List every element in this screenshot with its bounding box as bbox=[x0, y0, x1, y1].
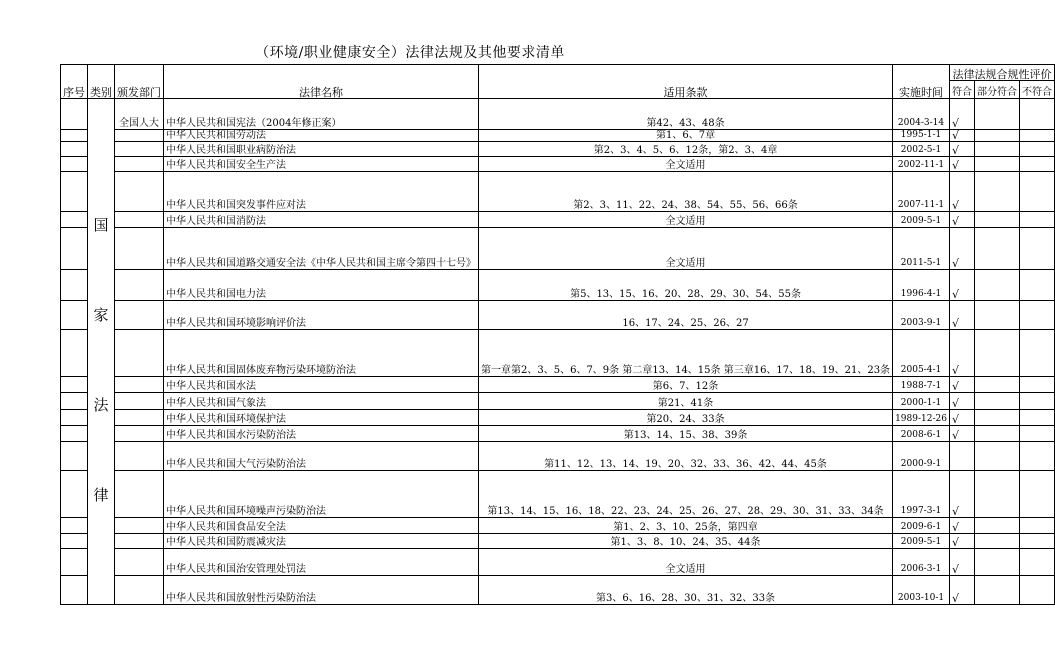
clauses-cell: 第42、43、48条 bbox=[479, 99, 893, 130]
partial-cell bbox=[974, 270, 1019, 301]
law-name-cell: 中华人民共和国环境影响评价法 bbox=[164, 301, 479, 330]
clauses-cell: 全文适用 bbox=[479, 228, 893, 270]
clauses-cell: 全文适用 bbox=[479, 548, 893, 575]
comply-mark-cell: √ bbox=[949, 393, 974, 409]
header-authority: 颁发部门 bbox=[115, 65, 164, 99]
header-clauses: 适用条款 bbox=[479, 65, 893, 99]
clauses-cell: 第1、2、3、10、25条，第四章 bbox=[479, 517, 893, 533]
comply-mark-cell: √ bbox=[949, 142, 974, 157]
clauses-cell: 第13、14、15、38、39条 bbox=[479, 425, 893, 441]
date-cell: 1997-3-1 bbox=[893, 470, 950, 517]
authority-cell-empty bbox=[115, 212, 164, 228]
law-name-cell: 中华人民共和国治安管理处罚法 bbox=[164, 548, 479, 575]
row-seq-cell bbox=[61, 533, 88, 548]
partial-cell bbox=[974, 99, 1019, 130]
table-row bbox=[61, 409, 1055, 425]
authority-cell-empty bbox=[115, 142, 164, 157]
authority-cell-empty bbox=[115, 548, 164, 575]
row-seq-cell bbox=[61, 393, 88, 409]
table-row bbox=[61, 575, 1055, 604]
table-row bbox=[61, 99, 1055, 130]
law-name-cell: 中华人民共和国消防法 bbox=[164, 212, 479, 228]
category-char: 家 bbox=[93, 306, 109, 324]
clauses-cell: 第21、41条 bbox=[479, 393, 893, 409]
row-seq-cell bbox=[61, 212, 88, 228]
clauses-cell: 第11、12、13、14、19、20、32、33、36、42、44、45条 bbox=[479, 441, 893, 470]
partial-cell bbox=[974, 409, 1019, 425]
noncomply-cell bbox=[1019, 142, 1054, 157]
noncomply-cell bbox=[1019, 270, 1054, 301]
law-name-cell: 中华人民共和国气象法 bbox=[164, 393, 479, 409]
date-cell: 2004-3-14 bbox=[893, 99, 950, 130]
law-name-cell: 中华人民共和国电力法 bbox=[164, 270, 479, 301]
noncomply-cell bbox=[1019, 517, 1054, 533]
comply-mark-cell: √ bbox=[949, 377, 974, 393]
noncomply-cell bbox=[1019, 157, 1054, 172]
clauses-cell: 第13、14、15、16、18、22、23、24、25、26、27、28、29、30、31、33、34条 bbox=[479, 470, 893, 517]
noncomply-cell bbox=[1019, 393, 1054, 409]
noncomply-cell bbox=[1019, 212, 1054, 228]
regulations-table bbox=[60, 64, 1055, 605]
table-row bbox=[61, 172, 1055, 212]
row-seq-cell bbox=[61, 172, 88, 212]
category-char: 法 bbox=[93, 396, 109, 414]
row-seq-cell bbox=[61, 228, 88, 270]
law-name-cell: 中华人民共和国防震减灾法 bbox=[164, 533, 479, 548]
row-seq-cell bbox=[61, 425, 88, 441]
comply-mark-cell: √ bbox=[949, 301, 974, 330]
clauses-cell: 第5、13、15、16、20、28、29、30、54、55条 bbox=[479, 270, 893, 301]
clauses-cell: 第6、7、12条 bbox=[479, 377, 893, 393]
table-row bbox=[61, 330, 1055, 377]
comply-mark-cell: √ bbox=[949, 330, 974, 377]
date-cell: 1988-7-1 bbox=[893, 377, 950, 393]
noncomply-cell bbox=[1019, 172, 1054, 212]
comply-mark-cell: √ bbox=[949, 99, 974, 130]
partial-cell bbox=[974, 533, 1019, 548]
table-row bbox=[61, 142, 1055, 157]
row-seq-cell bbox=[61, 548, 88, 575]
partial-cell bbox=[974, 330, 1019, 377]
row-seq-cell bbox=[61, 99, 88, 130]
law-name-cell: 中华人民共和国大气污染防治法 bbox=[164, 441, 479, 470]
comply-mark-cell bbox=[949, 441, 974, 470]
row-seq-cell bbox=[61, 130, 88, 142]
row-seq-cell bbox=[61, 470, 88, 517]
partial-cell bbox=[974, 517, 1019, 533]
table-row bbox=[61, 517, 1055, 533]
authority-cell-empty bbox=[115, 330, 164, 377]
date-cell: 2000-9-1 bbox=[893, 441, 950, 470]
authority-cell-empty bbox=[115, 575, 164, 604]
partial-cell bbox=[974, 425, 1019, 441]
date-cell: 2009-5-1 bbox=[893, 533, 950, 548]
table-row bbox=[61, 533, 1055, 548]
sheet-title: （环境/职业健康安全）法律法规及其他要求清单 bbox=[255, 45, 565, 61]
comply-mark-cell: √ bbox=[949, 470, 974, 517]
law-name-cell: 中华人民共和国环境噪声污染防治法 bbox=[164, 470, 479, 517]
law-name-cell: 中华人民共和国职业病防治法 bbox=[164, 142, 479, 157]
noncomply-cell bbox=[1019, 425, 1054, 441]
table-row bbox=[61, 157, 1055, 172]
comply-mark-cell: √ bbox=[949, 212, 974, 228]
date-cell: 2003-10-1 bbox=[893, 575, 950, 604]
category-cell bbox=[88, 99, 115, 605]
header-category: 类别 bbox=[88, 65, 115, 99]
clauses-cell: 第1、6、7章 bbox=[479, 130, 893, 142]
comply-mark-cell: √ bbox=[949, 575, 974, 604]
header-evaluation: 法律法规合规性评价 bbox=[949, 65, 1054, 81]
date-cell: 2005-4-1 bbox=[893, 330, 950, 377]
date-cell: 2007-11-1 bbox=[893, 172, 950, 212]
law-name-cell: 中华人民共和国固体废弃物污染环境防治法 bbox=[164, 330, 479, 377]
partial-cell bbox=[974, 157, 1019, 172]
partial-cell bbox=[974, 142, 1019, 157]
table-row bbox=[61, 470, 1055, 517]
comply-mark-cell: √ bbox=[949, 517, 974, 533]
partial-cell bbox=[974, 228, 1019, 270]
row-seq-cell bbox=[61, 157, 88, 172]
law-name-cell: 中华人民共和国环境保护法 bbox=[164, 409, 479, 425]
table-body bbox=[61, 99, 1055, 605]
partial-cell bbox=[974, 377, 1019, 393]
authority-cell-empty bbox=[115, 172, 164, 212]
noncomply-cell bbox=[1019, 377, 1054, 393]
row-seq-cell bbox=[61, 330, 88, 377]
authority-cell-empty bbox=[115, 130, 164, 142]
authority-cell-empty bbox=[115, 393, 164, 409]
comply-mark-cell: √ bbox=[949, 270, 974, 301]
partial-cell bbox=[974, 548, 1019, 575]
comply-mark-cell: √ bbox=[949, 228, 974, 270]
law-name-cell: 中华人民共和国突发事件应对法 bbox=[164, 172, 479, 212]
table-row bbox=[61, 270, 1055, 301]
noncomply-cell bbox=[1019, 548, 1054, 575]
table-row bbox=[61, 212, 1055, 228]
authority-cell-empty bbox=[115, 377, 164, 393]
clauses-cell: 全文适用 bbox=[479, 157, 893, 172]
table-row bbox=[61, 425, 1055, 441]
comply-mark-cell: √ bbox=[949, 172, 974, 212]
date-cell: 2000-1-1 bbox=[893, 393, 950, 409]
category-char: 律 bbox=[93, 486, 109, 504]
authority-cell-empty bbox=[115, 301, 164, 330]
comply-mark-cell: √ bbox=[949, 548, 974, 575]
authority-cell: 全国人大 bbox=[115, 99, 164, 130]
category-char: 国 bbox=[93, 216, 109, 234]
row-seq-cell bbox=[61, 270, 88, 301]
table-row bbox=[61, 301, 1055, 330]
noncomply-cell bbox=[1019, 533, 1054, 548]
table-row bbox=[61, 441, 1055, 470]
authority-cell-empty bbox=[115, 517, 164, 533]
authority-cell-empty bbox=[115, 470, 164, 517]
comply-mark-cell: √ bbox=[949, 157, 974, 172]
noncomply-cell bbox=[1019, 330, 1054, 377]
date-cell: 2003-9-1 bbox=[893, 301, 950, 330]
law-name-cell: 中华人民共和国安全生产法 bbox=[164, 157, 479, 172]
authority-cell-empty bbox=[115, 270, 164, 301]
partial-cell bbox=[974, 575, 1019, 604]
date-cell: 2009-5-1 bbox=[893, 212, 950, 228]
authority-cell-empty bbox=[115, 409, 164, 425]
noncomply-cell bbox=[1019, 441, 1054, 470]
date-cell: 1995-1-1 bbox=[893, 130, 950, 142]
date-cell: 1996-4-1 bbox=[893, 270, 950, 301]
authority-cell-empty bbox=[115, 425, 164, 441]
date-cell: 1989-12-26 bbox=[893, 409, 950, 425]
authority-cell-empty bbox=[115, 228, 164, 270]
noncomply-cell bbox=[1019, 130, 1054, 142]
noncomply-cell bbox=[1019, 228, 1054, 270]
table-row bbox=[61, 393, 1055, 409]
law-name-cell: 中华人民共和国宪法（2004年修正案） bbox=[164, 99, 479, 130]
header-comply: 符合 bbox=[949, 81, 974, 99]
date-cell: 2006-3-1 bbox=[893, 548, 950, 575]
comply-mark-cell: √ bbox=[949, 130, 974, 142]
date-cell: 2002-5-1 bbox=[893, 142, 950, 157]
clauses-cell: 第20、24、33条 bbox=[479, 409, 893, 425]
table-row bbox=[61, 228, 1055, 270]
row-seq-cell bbox=[61, 377, 88, 393]
noncomply-cell bbox=[1019, 99, 1054, 130]
law-name-cell: 中华人民共和国劳动法 bbox=[164, 130, 479, 142]
clauses-cell: 第1、3、8、10、24、35、44条 bbox=[479, 533, 893, 548]
noncomply-cell bbox=[1019, 301, 1054, 330]
row-seq-cell bbox=[61, 441, 88, 470]
row-seq-cell bbox=[61, 142, 88, 157]
date-cell: 2008-6-1 bbox=[893, 425, 950, 441]
clauses-cell: 第2、3、11、22、24、38、54、55、56、66条 bbox=[479, 172, 893, 212]
date-cell: 2002-11-1 bbox=[893, 157, 950, 172]
comply-mark-cell: √ bbox=[949, 409, 974, 425]
partial-cell bbox=[974, 301, 1019, 330]
date-cell: 2009-6-1 bbox=[893, 517, 950, 533]
noncomply-cell bbox=[1019, 470, 1054, 517]
header-noncomply: 不符合 bbox=[1019, 81, 1054, 99]
clauses-cell: 第一章第2、3、5、6、7、9条 第二章13、14、15条 第三章16、17、18、19、21、23条 bbox=[479, 330, 893, 377]
authority-cell-empty bbox=[115, 441, 164, 470]
date-cell: 2011-5-1 bbox=[893, 228, 950, 270]
row-seq-cell bbox=[61, 517, 88, 533]
law-name-cell: 中华人民共和国道路交通安全法《中华人民共和国主席令第四十七号》 bbox=[164, 228, 479, 270]
partial-cell bbox=[974, 172, 1019, 212]
clauses-cell: 全文适用 bbox=[479, 212, 893, 228]
table-row bbox=[61, 377, 1055, 393]
law-name-cell: 中华人民共和国水污染防治法 bbox=[164, 425, 479, 441]
row-seq-cell bbox=[61, 301, 88, 330]
clauses-cell: 第2、3、4、5、6、12条，第2、3、4章 bbox=[479, 142, 893, 157]
partial-cell bbox=[974, 441, 1019, 470]
comply-mark-cell: √ bbox=[949, 533, 974, 548]
partial-cell bbox=[974, 470, 1019, 517]
header-law-name: 法律名称 bbox=[164, 65, 479, 99]
table-row bbox=[61, 548, 1055, 575]
table-row bbox=[61, 130, 1055, 142]
header-date: 实施时间 bbox=[893, 65, 950, 99]
law-name-cell: 中华人民共和国放射性污染防治法 bbox=[164, 575, 479, 604]
partial-cell bbox=[974, 393, 1019, 409]
law-name-cell: 中华人民共和国食品安全法 bbox=[164, 517, 479, 533]
noncomply-cell bbox=[1019, 409, 1054, 425]
law-name-cell: 中华人民共和国水法 bbox=[164, 377, 479, 393]
header-seq: 序号 bbox=[61, 65, 88, 99]
header-partial: 部分符合 bbox=[974, 81, 1019, 99]
clauses-cell: 16、17、24、25、26、27 bbox=[479, 301, 893, 330]
noncomply-cell bbox=[1019, 575, 1054, 604]
row-seq-cell bbox=[61, 409, 88, 425]
row-seq-cell bbox=[61, 575, 88, 604]
authority-cell-empty bbox=[115, 533, 164, 548]
partial-cell bbox=[974, 212, 1019, 228]
partial-cell bbox=[974, 130, 1019, 142]
authority-cell-empty bbox=[115, 157, 164, 172]
comply-mark-cell: √ bbox=[949, 425, 974, 441]
clauses-cell: 第3、6、16、28、30、31、32、33条 bbox=[479, 575, 893, 604]
